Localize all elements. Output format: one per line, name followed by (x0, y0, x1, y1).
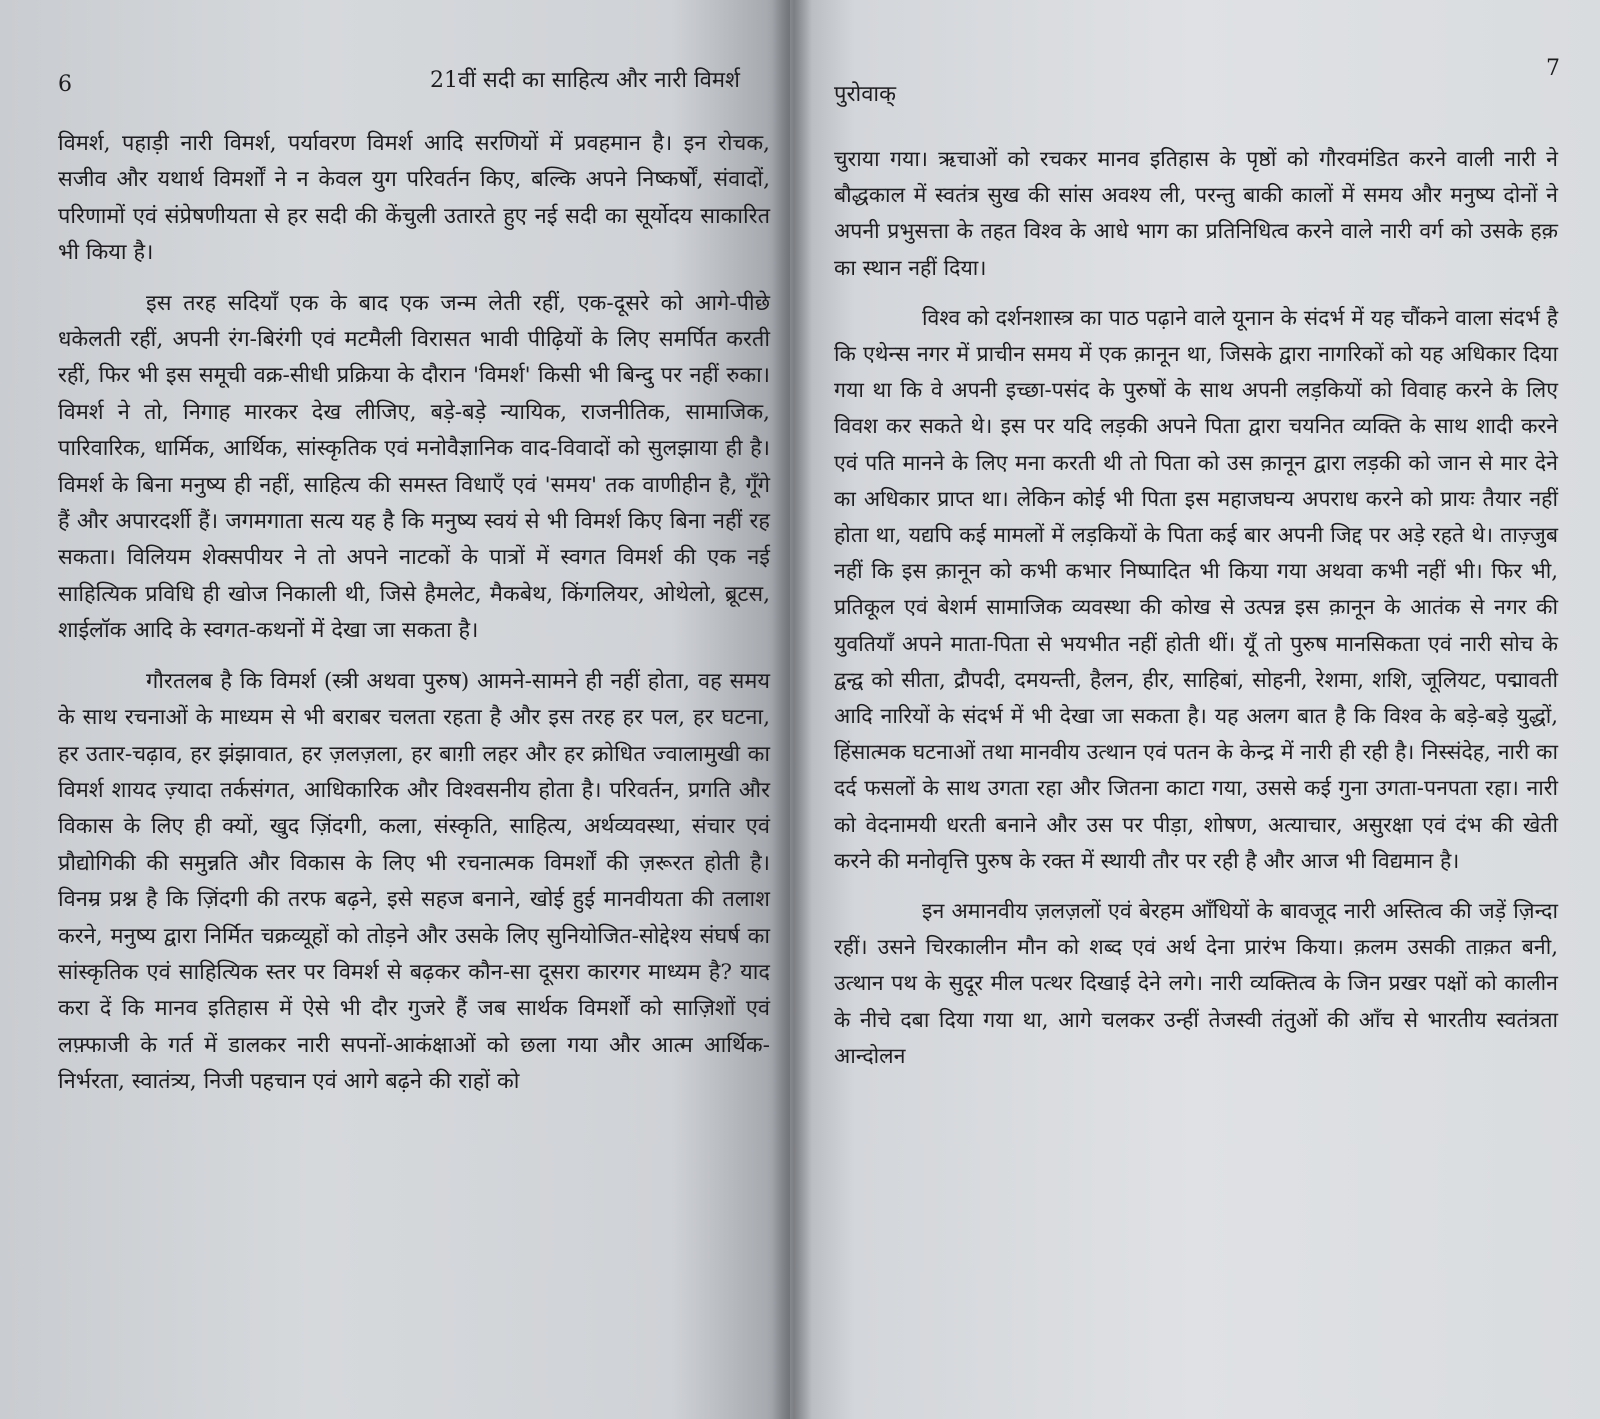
paragraph: गौरतलब है कि विमर्श (स्त्री अथवा पुरुष) आमने-सामने ही नहीं होता, वह समय के साथ रचनाओं के माध्यम से भी बराबर चलता रहता है और इस तरह हर पल, हर घटना, हर उतार-चढ़ाव, हर झंझावात, हर ज़लज़ला, हर बाग़ी लहर और हर क्रोधित ज्वालामुखी का विमर्श शायद ज़्यादा तर्कसंगत, आधिकारिक और विश्वसनीय होता है। परिवर्तन, प्रगति और विकास के लिए ही क्यों, खुद ज़िंदगी, कला, संस्कृति, साहित्य, अर्थव्यवस्था, संचार एवं प्रौद्योगिकी की समुन्नति और विकास के लिए भी रचनात्मक विमर्शों की ज़रूरत होती है। विनम्र प्रश्न है कि ज़िंदगी की तरफ बढ़ने, इसे सहज बनाने, खोई हुई मानवीयता की तलाश करने, मनुष्य द्वारा निर्मित चक्रव्यूहों को तोड़ने और उसके लिए सुनियोजित-सोद्देश्य संघर्ष का सांस्कृतिक एवं साहित्यिक स्तर पर विमर्श से बढ़कर कौन-सा दूसरा कारगर माध्यम है? याद करा दें कि मानव इतिहास में ऐसे भी दौर गुजरे हैं जब सार्थक विमर्शों को साज़िशों एवं लफ़्फाजी के गर्त में डालकर नारी सपनों-आकंक्षाओं को छला गया और आत्म आर्थिक-निर्भरता, स्वातंत्र्य, निजी पहचान एवं आगे बढ़ने की राहों को (58, 668, 770, 1095)
paragraph: इस तरह सदियाँ एक के बाद एक जन्म लेती रहीं, एक-दूसरे को आगे-पीछे धकेलती रहीं, अपनी रंग-बिरंगी एवं मटमैली विरासत भावी पीढ़ियों के लिए समर्पित करती रहीं, फिर भी इस समूची वक्र-सीधी प्रक्रिया के दौरान 'विमर्श' किसी भी बिन्दु पर नहीं रुका। विमर्श ने तो, निगाह मारकर देख लीजिए, बड़े-बड़े न्यायिक, राजनीतिक, सामाजिक, पारिवारिक, धार्मिक, आर्थिक, सांस्कृतिक एवं मनोवैज्ञानिक वाद-विवादों को सुलझाया ही है। विमर्श के बिना मनुष्य ही नहीं, साहित्य की समस्त विधाएँ एवं 'समय' तक वाणीहीन है, गूँगे हैं और अपारदर्शी हैं। जगमगाता सत्य यह है कि मनुष्य स्वयं से भी विमर्श किए बिना नहीं रह सकता। विलियम शेक्सपीयर ने तो अपने नाटकों के पात्रों में स्वगत विमर्श की एक नई साहित्यिक प्रविधि ही खोज निकाली थी, जिसे हैमलेट, मैकबेथ, किंगलियर, ओथेलो, ब्रूटस, शाईलॉक आदि के स्वगत-कथनों में देखा जा सकता है। (58, 290, 770, 644)
book-gutter-shadow (772, 0, 812, 1419)
right-page-header (834, 54, 1560, 107)
page-number: 7 (1546, 56, 1560, 81)
left-page-header (58, 60, 770, 104)
paragraph: विश्व को दर्शनशास्त्र का पाठ पढ़ाने वाले यूनान के संदर्भ में यह चौंकने वाला संदर्भ है कि एथेन्स नगर में प्राचीन समय में एक क़ानून था, जिसके द्वारा नागरिकों को यह अधिकार दिया गया था कि वे अपनी इच्छा-पसंद के पुरुषों के साथ अपनी लड़कियों को विवाह करने के लिए विवश कर सकते थे। इस पर यदि लड़की अपने पिता द्वारा चयनित व्यक्ति के साथ शादी करने एवं पति मानने के लिए मना करती थी तो पिता को उस क़ानून द्वारा लड़की को जान से मार देने का अधिकार प्राप्त था। लेकिन कोई भी पिता इस महाजघन्य अपराध करने को प्रायः तैयार नहीं होता था, यद्यपि कई मामलों में लड़कियों के पिता कई बार अपनी जिद्द पर अड़े रहते थे। ताज़्जुब नहीं कि इस क़ानून को कभी कभार निष्पादित भी किया गया अथवा कभी नहीं भी। फिर भी, प्रतिकूल एवं बेशर्म सामाजिक व्यवस्था की कोख से उत्पन्न इस क़ानून के आतंक से नगर की युवतियाँ अपने माता-पिता से भयभीत नहीं होती थीं। यूँ तो पुरुष मानसिकता एवं नारी सोच के द्वन्द्व को सीता, द्रौपदी, दमयन्ती, हैलन, हीर, साहिबां, सोहनी, रेशमा, शशि, जूलियट, पद्मावती आदि नारियों के संदर्भ में भी देखा जा सकता है। यह अलग बात है कि विश्व के बड़े-बड़े युद्धों, हिंसात्मक घटनाओं तथा मानवीय उत्थान एवं पतन के केन्द्र में नारी ही रही है। निस्संदेह, नारी का दर्द फसलों के साथ उगता रहा और जितना काटा गया, उससे कई गुना उगता-पनपता रहा। नारी को वेदनामयी धरती बनाने और उस पर पीड़ा, शोषण, अत्याचार, असुरक्षा एवं दंभ की खेती करने की मनोवृत्ति पुरुष के रक्त में स्थायी तौर पर रही है और आज भी विद्यमान है। (834, 305, 1559, 874)
right-page-body (834, 142, 1558, 1075)
paragraph: विमर्श, पहाड़ी नारी विमर्श, पर्यावरण विमर्श आदि सरणियों में प्रवहमान है। इन रोचक, सजीव और यथार्थ विमर्शों ने न केवल युग परिवर्तन किए, बल्कि अपने निष्कर्षों, संवादों, परिणामों एवं संप्रेषणीयता से हर सदी की केंचुली उतारते हुए नई सदी का सूर्योदय साकारित भी किया है। (58, 131, 770, 266)
running-title: पुरोवाक् (834, 82, 897, 107)
paragraph: चुराया गया। ऋचाओं को रचकर मानव इतिहास के पृष्ठों को गौरवमंडित करने वाली नारी ने बौद्धकाल में स्वतंत्र सुख की सांस अवश्य ली, परन्तु बाकी कालों में समय और मनुष्य दोनों ने अपनी प्रभुसत्ता के तहत विश्व के आधे भाग का प्रतिनिधित्व करने वाले नारी वर्ग को उसके हक़ का स्थान नहीं दिया। (834, 147, 1558, 281)
running-title: 21वीं सदी का साहित्य और नारी विमर्श (430, 68, 740, 93)
left-page-body (58, 126, 770, 1101)
paragraph: इन अमानवीय ज़लज़लों एवं बेरहम आँधियों के बावजूद नारी अस्तित्व की जड़ें ज़िन्दा रहीं। उसने चिरकालीन मौन को शब्द एवं अर्थ देना प्रारंभ किया। क़लम उसकी ताक़त बनी, उत्थान पथ के सुदूर मील पत्थर दिखाई देने लगे। नारी व्यक्तित्व के जिन प्रखर पक्षों को कालीन के नीचे दबा दिया गया था, आगे चलकर उन्हीं तेजस्वी तंतुओं की आँच से भारतीय स्वतंत्रता आन्दोलन (834, 899, 1558, 1069)
right-page (790, 0, 1600, 1419)
page-number: 6 (58, 72, 72, 97)
left-page (0, 0, 790, 1419)
